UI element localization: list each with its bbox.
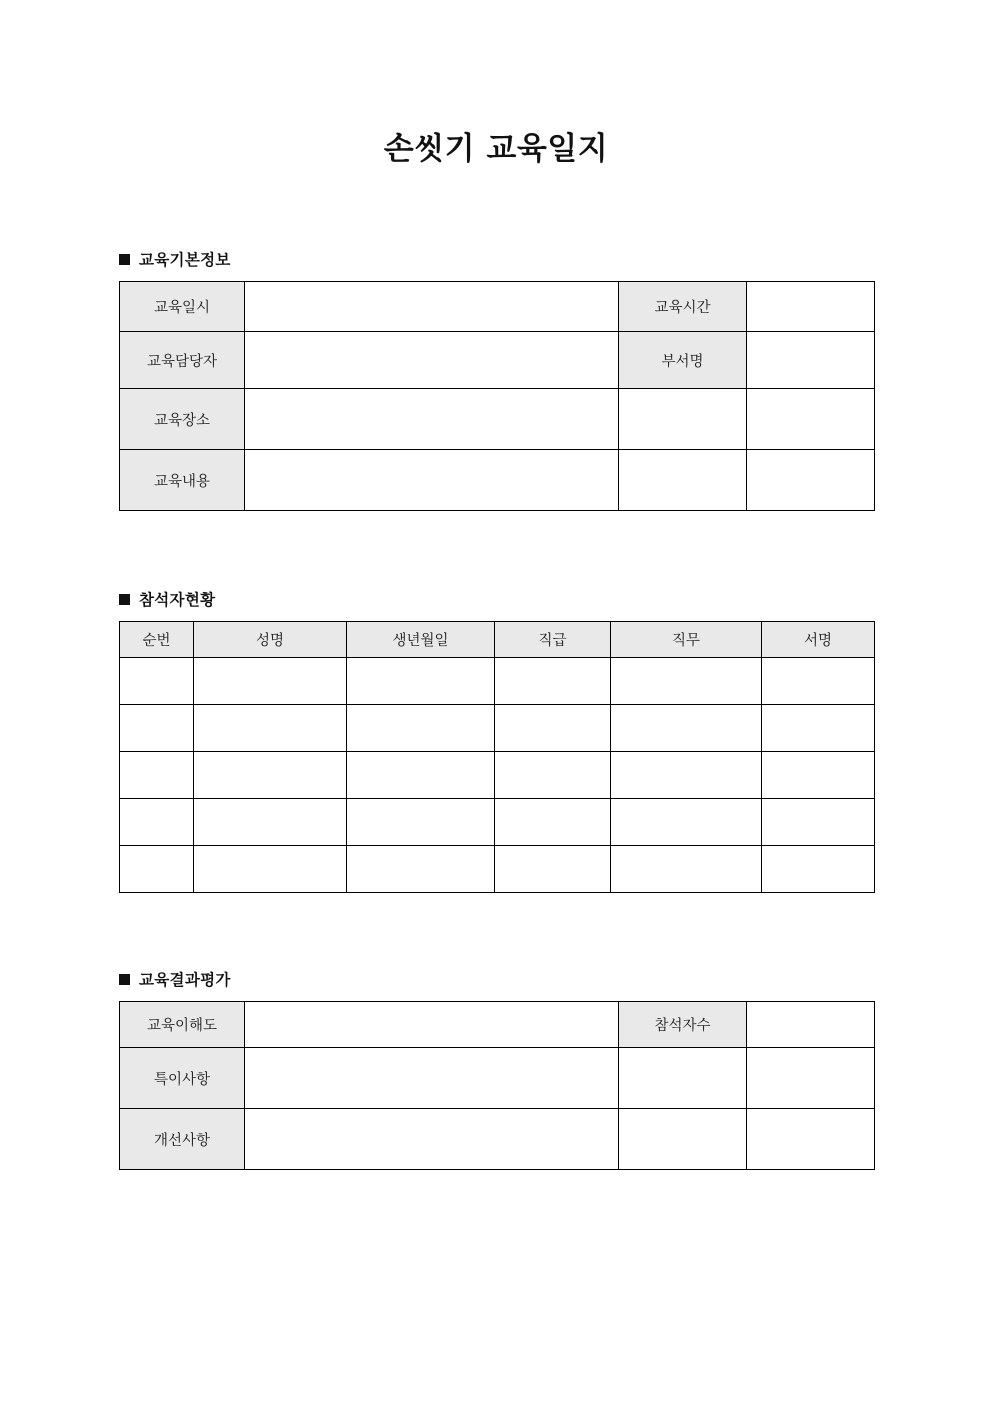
cell-birthdate[interactable] (347, 846, 495, 893)
table-row (120, 1002, 875, 1048)
row-value-special-notes[interactable] (245, 1048, 619, 1109)
row-extra-cell-special-notes[interactable] (619, 1048, 747, 1109)
cell-no[interactable] (120, 705, 194, 752)
basic-info-table (119, 281, 875, 511)
table-row (120, 332, 875, 389)
column-header-rank: 직급 (495, 622, 611, 658)
cell-rank[interactable] (495, 752, 611, 799)
cell-no[interactable] (120, 799, 194, 846)
row-value-education-datetime[interactable] (245, 282, 619, 332)
cell-no[interactable] (120, 752, 194, 799)
cell-signature[interactable] (762, 752, 875, 799)
row-label-comprehension: 교육이해도 (120, 1002, 245, 1048)
table-row (120, 799, 875, 846)
cell-signature[interactable] (762, 658, 875, 705)
cell-birthdate[interactable] (347, 752, 495, 799)
cell-birthdate[interactable] (347, 705, 495, 752)
cell-name[interactable] (194, 658, 347, 705)
column-header-name: 성명 (194, 622, 347, 658)
row-label-education-location: 교육장소 (120, 389, 245, 450)
cell-signature[interactable] (762, 846, 875, 893)
section-heading-result-evaluation (119, 968, 875, 990)
page-title: 손씻기 교육일지 (383, 131, 609, 167)
table-row (120, 1048, 875, 1109)
cell-birthdate[interactable] (347, 658, 495, 705)
row-value-comprehension[interactable] (245, 1002, 619, 1048)
row-extra-value-improvements[interactable] (747, 1109, 875, 1170)
cell-duty[interactable] (611, 799, 762, 846)
row-value-attendee-count[interactable] (747, 1002, 875, 1048)
cell-name[interactable] (194, 846, 347, 893)
table-row (120, 1109, 875, 1170)
table-row (120, 752, 875, 799)
row-value-department[interactable] (747, 332, 875, 389)
row-extra-cell-improvements[interactable] (619, 1109, 747, 1170)
cell-duty[interactable] (611, 705, 762, 752)
table-row (120, 282, 875, 332)
table-row (120, 846, 875, 893)
row-label-education-manager: 교육담당자 (120, 332, 245, 389)
section-basic-info (119, 248, 875, 511)
cell-duty[interactable] (611, 846, 762, 893)
row-label-improvements: 개선사항 (120, 1109, 245, 1170)
row-label-education-datetime: 교육일시 (120, 282, 245, 332)
column-header-no: 순번 (120, 622, 194, 658)
row-label-attendee-count: 참석자수 (619, 1002, 747, 1048)
attendees-table (119, 621, 875, 893)
row-value-education-location[interactable] (245, 389, 619, 450)
section-heading-attendees (119, 588, 875, 610)
filled-square-bullet-icon (119, 974, 130, 985)
cell-birthdate[interactable] (347, 799, 495, 846)
cell-duty[interactable] (611, 658, 762, 705)
row-extra-value-education-content[interactable] (747, 450, 875, 511)
cell-name[interactable] (194, 752, 347, 799)
row-value-improvements[interactable] (245, 1109, 619, 1170)
table-header-row (120, 622, 875, 658)
result-evaluation-table (119, 1001, 875, 1170)
row-label-department: 부서명 (619, 332, 747, 389)
table-row (120, 705, 875, 752)
cell-rank[interactable] (495, 799, 611, 846)
cell-name[interactable] (194, 705, 347, 752)
cell-rank[interactable] (495, 658, 611, 705)
cell-signature[interactable] (762, 799, 875, 846)
section-heading-label: 교육기본정보 (139, 251, 231, 269)
cell-rank[interactable] (495, 705, 611, 752)
cell-name[interactable] (194, 799, 347, 846)
row-extra-value-special-notes[interactable] (747, 1048, 875, 1109)
column-header-signature: 서명 (762, 622, 875, 658)
row-value-education-manager[interactable] (245, 332, 619, 389)
row-label-education-content: 교육내용 (120, 450, 245, 511)
cell-duty[interactable] (611, 752, 762, 799)
section-heading-basic-info (119, 248, 875, 270)
row-extra-cell-education-location[interactable] (619, 389, 747, 450)
column-header-birthdate: 생년월일 (347, 622, 495, 658)
cell-rank[interactable] (495, 846, 611, 893)
row-value-education-duration[interactable] (747, 282, 875, 332)
section-heading-label: 교육결과평가 (139, 971, 231, 989)
row-value-education-content[interactable] (245, 450, 619, 511)
filled-square-bullet-icon (119, 254, 130, 265)
filled-square-bullet-icon (119, 594, 130, 605)
table-row (120, 389, 875, 450)
row-label-education-duration: 교육시간 (619, 282, 747, 332)
cell-signature[interactable] (762, 705, 875, 752)
section-attendees (119, 588, 875, 893)
table-row (120, 450, 875, 511)
column-header-duty: 직무 (611, 622, 762, 658)
cell-no[interactable] (120, 658, 194, 705)
row-extra-cell-education-content[interactable] (619, 450, 747, 511)
row-extra-value-education-location[interactable] (747, 389, 875, 450)
cell-no[interactable] (120, 846, 194, 893)
section-result-evaluation (119, 968, 875, 1170)
section-heading-label: 참석자현황 (139, 591, 216, 609)
table-row (120, 658, 875, 705)
row-label-special-notes: 특이사항 (120, 1048, 245, 1109)
